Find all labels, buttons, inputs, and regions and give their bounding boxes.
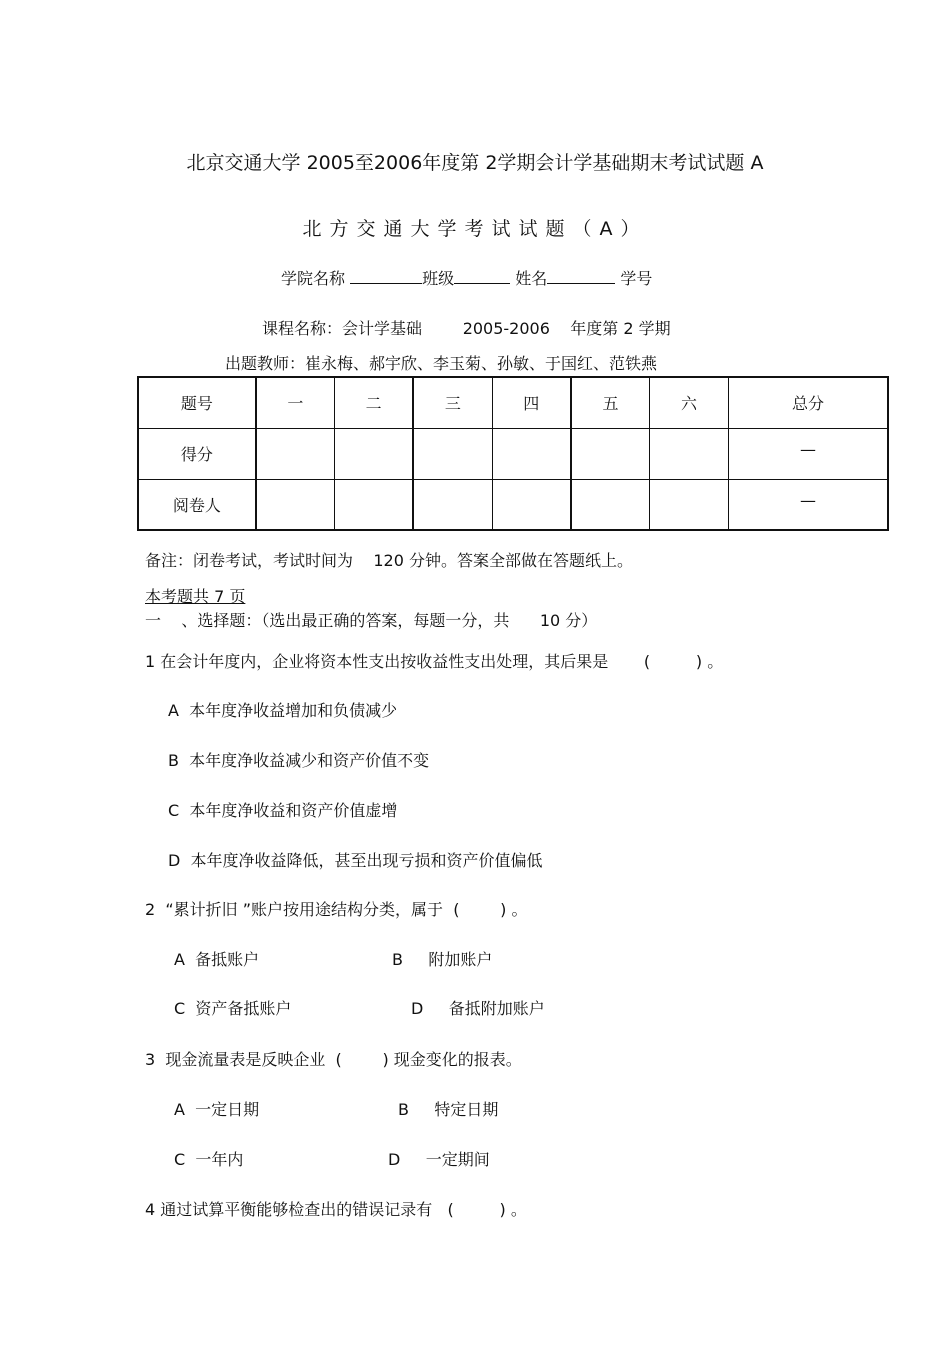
grader-total-dash: — xyxy=(799,490,816,510)
question-2-stem: 2 “累计折旧 ”账户按用途结构分类，属于 ( ) 。 xyxy=(145,900,528,919)
grader-row-label: 阅卷人 xyxy=(138,479,256,530)
question-3-option-a: A 一定日期 xyxy=(174,1100,260,1119)
teachers-line: 出题教师：崔永梅、郝宇欣、李玉菊、孙敏、于国红、范铁燕 xyxy=(225,354,658,373)
class-label: 班级 xyxy=(422,269,455,288)
header-cell-2: 二 xyxy=(334,377,413,428)
grader-cell xyxy=(492,479,571,530)
question-1-option-b: B 本年度净收益减少和资产价值不变 xyxy=(168,751,430,770)
grader-cell xyxy=(334,479,413,530)
question-1-option-c: C 本年度净收益和资产价值虚增 xyxy=(168,801,398,820)
question-2-option-c: C 资产备抵账户 xyxy=(174,999,292,1018)
score-row-label: 得分 xyxy=(138,428,256,479)
score-cell xyxy=(571,428,650,479)
question-1-option-d: D 本年度净收益降低，甚至出现亏损和资产价值偏低 xyxy=(168,851,543,870)
header-cell-6: 六 xyxy=(650,377,729,428)
exam-main-title: 北京交通大学 2005至2006年度第 2学期会计学基础期末考试试题 A xyxy=(186,152,764,174)
header-cell-1: 一 xyxy=(256,377,335,428)
header-cell-5: 五 xyxy=(571,377,650,428)
question-2-option-a: A 备抵账户 xyxy=(174,950,260,969)
exam-note: 备注：闭卷考试，考试时间为 120 分钟。答案全部做在答题纸上。 xyxy=(145,551,633,570)
question-4-stem: 4 通过试算平衡能够检查出的错误记录有 ( ) 。 xyxy=(145,1200,527,1219)
question-3-option-c: C 一年内 xyxy=(174,1150,244,1169)
id-label: 学号 xyxy=(620,269,653,288)
header-cell-3: 三 xyxy=(413,377,492,428)
grader-cell xyxy=(256,479,335,530)
question-2-option-d: D 备抵附加账户 xyxy=(411,999,545,1018)
score-total-cell xyxy=(728,428,888,479)
score-cell xyxy=(256,428,335,479)
course-line: 课程名称：会计学基础 2005-2006 年度第 2 学期 xyxy=(262,319,671,338)
question-3-stem: 3 现金流量表是反映企业 ( ) 现金变化的报表。 xyxy=(145,1050,522,1069)
score-cell xyxy=(334,428,413,479)
pages-note: 本考题共 7 页 xyxy=(145,587,246,606)
question-1-option-a: A 本年度净收益增加和负债减少 xyxy=(168,701,398,720)
name-label: 姓名 xyxy=(515,269,548,288)
name-blank xyxy=(547,267,615,284)
grader-cell xyxy=(571,479,650,530)
class-blank xyxy=(454,267,510,284)
question-3-option-d: D 一定期间 xyxy=(388,1150,490,1169)
score-row xyxy=(138,428,888,479)
school-label: 学院名称 xyxy=(281,269,346,288)
question-3-option-b: B 特定日期 xyxy=(398,1100,499,1119)
question-2-option-b: B 附加账户 xyxy=(392,950,493,969)
score-total-dash: — xyxy=(799,440,816,459)
header-cell-total: 总分 xyxy=(728,377,888,428)
score-cell xyxy=(413,428,492,479)
grader-cell xyxy=(650,479,729,530)
header-cell-4: 四 xyxy=(492,377,571,428)
score-cell xyxy=(492,428,571,479)
grader-cell xyxy=(413,479,492,530)
score-table xyxy=(137,376,889,531)
question-1-stem: 1 在会计年度内，企业将资本性支出按收益性支出处理，其后果是 ( ) 。 xyxy=(145,652,724,671)
grader-row xyxy=(138,479,888,530)
section-heading: 一 、选择题：（选出最正确的答案，每题一分，共 10 分） xyxy=(145,611,598,630)
grader-total-cell xyxy=(728,479,888,530)
info-line xyxy=(281,266,652,289)
school-blank xyxy=(350,267,422,284)
score-cell xyxy=(650,428,729,479)
header-cell-number: 题号 xyxy=(138,377,256,428)
score-table-header-row xyxy=(138,377,888,428)
exam-sub-title: 北方交通大学考试试题（A） xyxy=(302,218,648,240)
